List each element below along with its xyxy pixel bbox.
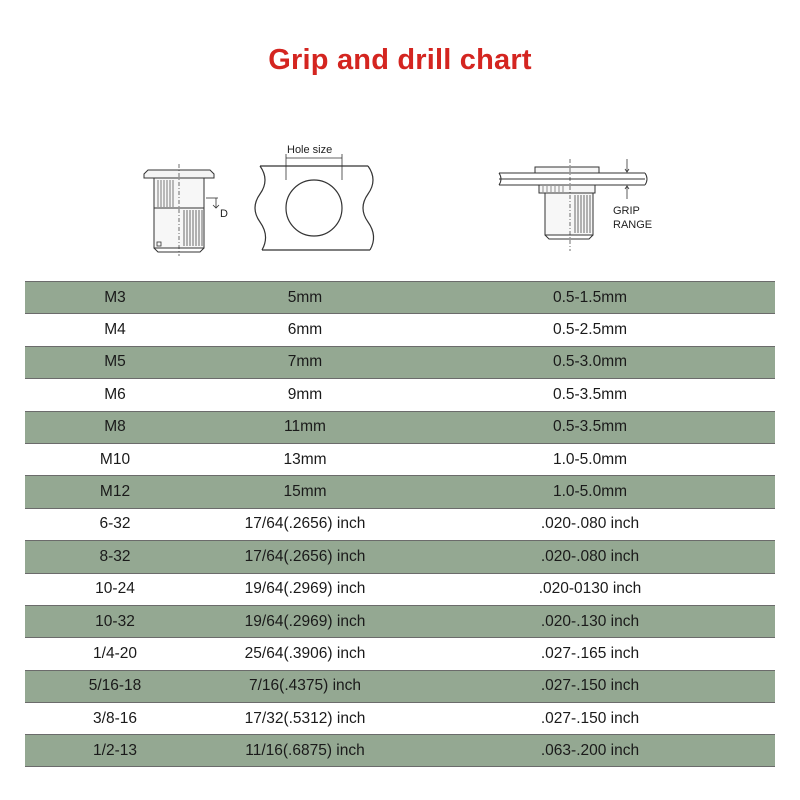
table-row [25,540,775,572]
grip-range-cell: .027-.150 inch [540,677,640,695]
hole-size-figure [250,140,390,260]
size-cell: 3/8-16 [93,709,137,727]
size-cell: 10-32 [95,612,135,630]
size-cell: M12 [99,483,131,501]
rivet-nut-icon [140,160,240,260]
grip-range-cell: 1.0-5.0mm [552,450,628,468]
table-row [25,702,775,734]
drill-size-cell: 13mm [283,450,327,468]
drill-size-cell: 11mm [284,418,326,436]
table-row [25,637,775,669]
size-cell: 1/4-20 [93,644,137,662]
grip-range-cell: .063-.200 inch [540,741,640,759]
table-row [25,670,775,702]
size-cell: 5/16-18 [88,677,142,695]
drill-size-cell: 17/64(.2656) inch [244,515,366,533]
size-cell: M5 [104,353,126,371]
table-row [25,475,775,507]
size-cell: M10 [99,450,131,468]
drill-size-cell: 19/64(.2969) inch [244,580,366,598]
drill-size-cell: 17/32(.5312) inch [244,709,366,727]
grip-range-cell: .020-.080 inch [540,515,640,533]
table-row [25,378,775,410]
page-title: Grip and drill chart [268,44,532,76]
installed-nut-icon [495,155,665,255]
hole-plate-icon [250,140,390,260]
table-row [25,313,775,345]
hole-size-label: Hole size [287,144,333,156]
size-cell: M6 [104,385,126,403]
grip-range-cell: 0.5-2.5mm [552,321,628,339]
grip-range-cell: 1.0-5.0mm [552,483,628,501]
drill-size-cell: 25/64(.3906) inch [244,644,366,662]
drill-size-cell: 19/64(.2969) inch [244,612,366,630]
drill-size-cell: 5mm [287,288,323,306]
grip-label-line2: RANGE [613,219,653,231]
grip-range-figure [495,155,665,255]
table-row [25,443,775,475]
size-cell: 8-32 [99,547,131,565]
drill-size-cell: 17/64(.2656) inch [244,547,366,565]
grip-drill-table [25,281,775,767]
grip-range-cell: .020-0130 inch [538,580,642,598]
size-cell: M8 [104,418,126,436]
drill-size-cell: 7mm [287,353,323,371]
d-dimension-label: D [220,208,228,220]
grip-range-cell: 0.5-3.5mm [552,385,628,403]
grip-range-cell: .027-.165 inch [540,644,640,662]
drill-size-cell: 15mm [283,483,327,501]
grip-range-cell: 0.5-3.5mm [552,418,628,436]
grip-range-cell: .020-.130 inch [540,612,640,630]
size-cell: M3 [104,288,126,306]
size-cell: 6-32 [99,515,131,533]
table-row [25,346,775,378]
drill-size-cell: 7/16(.4375) inch [248,677,362,695]
grip-range-cell: 0.5-1.5mm [552,288,628,306]
size-cell: 10-24 [95,580,135,598]
grip-label-line1: GRIP [613,205,640,217]
table-row [25,411,775,443]
table-row [25,573,775,605]
rivet-nut-figure [140,160,240,260]
size-cell: 1/2-13 [93,741,137,759]
grip-range-cell: .027-.150 inch [540,709,640,727]
drill-size-cell: 11/16(.6875) inch [245,741,365,759]
drill-size-cell: 9mm [287,385,323,403]
table-row [25,508,775,540]
table-row [25,605,775,637]
grip-range-cell: .020-.080 inch [540,547,640,565]
table-row [25,281,775,313]
table-row [25,734,775,766]
grip-range-cell: 0.5-3.0mm [552,353,628,371]
drill-size-cell: 6mm [287,321,323,339]
size-cell: M4 [104,321,126,339]
